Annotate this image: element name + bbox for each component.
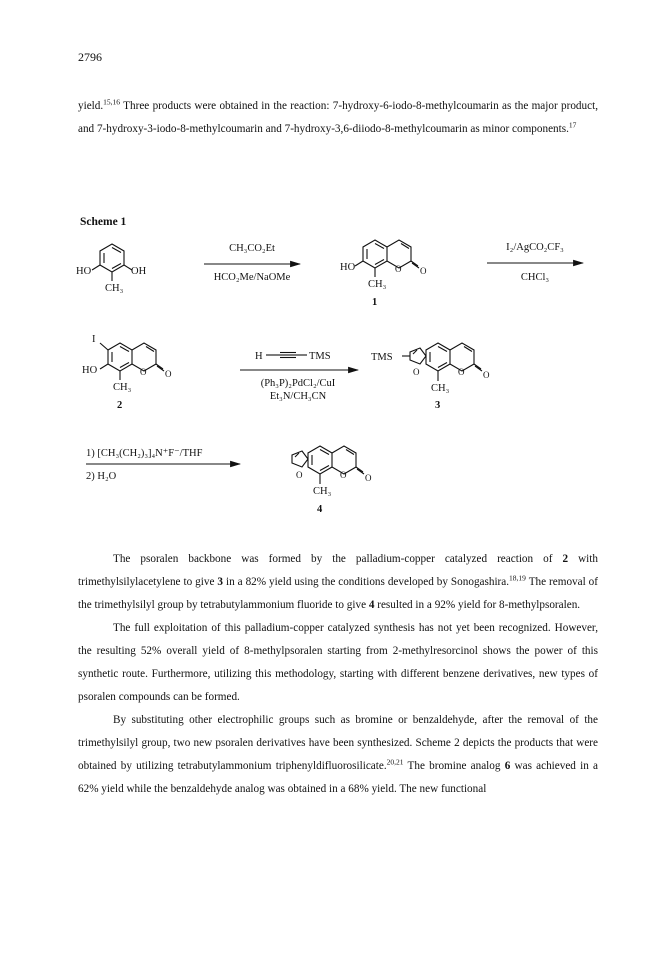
c4-carbonyl-o: O xyxy=(365,473,372,483)
scheme-title: Scheme 1 xyxy=(80,216,127,228)
page-number: 2796 xyxy=(78,50,102,64)
c1-ch3-label: CH₃ xyxy=(368,279,387,290)
c3-carbonyl-o: O xyxy=(483,370,490,380)
compound-1-number: 1 xyxy=(372,297,378,308)
c3-ch3-label: CH₃ xyxy=(431,383,450,394)
arrow-1-reagent: CH₃CO₂Et xyxy=(229,243,275,254)
start-ho-label: HO xyxy=(76,266,92,277)
compound-4-number: 4 xyxy=(317,504,323,515)
compound-2-number: 2 xyxy=(117,400,123,411)
c2-iodine-label: I xyxy=(92,334,96,345)
c4-furan-o: O xyxy=(296,470,303,480)
start-oh-label: OH xyxy=(131,266,147,277)
c3-ring-o: O xyxy=(458,367,465,377)
c4-ring-o: O xyxy=(340,470,347,480)
c3-tms-label: TMS xyxy=(371,352,393,363)
paragraph-2: The full exploitation of this palladium-copper catalyzed synthesis has not yet been recognized. However, the resulting 52% overall yield of 8-methylpsoralen starting from 2-methylresorcinol shows the power of this synthetic route. Furthermore, utilizing this methodology, starting with different benzene derivatives, new types of psoralen compounds can be formed. xyxy=(78,622,598,703)
alkyne-tms-label: TMS xyxy=(309,351,331,362)
arrow-2-solvent: CHCl₃ xyxy=(520,272,550,283)
paragraph-3: By substituting other electrophilic groups such as bromine or benzaldehyde, after the removal of the trimethylsilyl group, two new psoralen derivatives have been synthesized. Scheme 2 depicts the products that were obtained by utilizing tetrabutylammonium triphenyldifluorosilicate.$^{20,21}$ The bromine analog 6 was achieved in a 62% yield while the benzaldehyde analog was obtained in a 68% yield. The new functional xyxy=(78,714,599,795)
paragraph-1: The psoralen backbone was formed by the palladium-copper catalyzed reaction of 2 with trimethylsilylacetylene to give 3 in a 82% yield using the conditions developed by Sonogashira.$^{18,19}$ The removal of the trimethylsilyl group by tetrabutylammonium fluoride to give 4 resulted in a 92% yield for 8-methylpsoralen. xyxy=(78,553,598,611)
intro-paragraph: yield.$^{15,16}$ Three products were obtained in the reaction: 7-hydroxy-6-iodo-8-methylcoumarin as the major product, and 7-hydroxy-3-iodo-8-methylcoumarin and 7-hydroxy-3,6-diiodo-8-methylcoumarin as minor components.$^{17}$ xyxy=(78,97,598,135)
arrow-4-workup: 2) H₂O xyxy=(86,471,117,482)
arrow-2-reagent: I₂/AgCO₂CF₃ xyxy=(506,242,564,253)
c3-furan-o: O xyxy=(413,367,420,377)
c1-ring-o: O xyxy=(395,264,402,274)
arrow-3-catalyst: (Ph₃P)₂PdCl₂/CuI xyxy=(260,378,336,389)
c2-ch3-label: CH₃ xyxy=(113,382,132,393)
arrow-3-solvent: Et₃N/CH₃CN xyxy=(269,391,327,402)
arrow-4-reagent: 1) [CH₃(CH₂)₃]₄N⁺F⁻/THF xyxy=(86,448,203,459)
c1-carbonyl-o: O xyxy=(420,266,427,276)
c2-carbonyl-o: O xyxy=(165,369,172,379)
compound-3-number: 3 xyxy=(435,400,441,411)
c1-ho-label: HO xyxy=(340,262,356,273)
body-text xyxy=(78,548,598,801)
c4-ch3-label: CH₃ xyxy=(313,486,332,497)
start-ch3-label: CH₃ xyxy=(105,283,124,294)
c2-ring-o: O xyxy=(140,367,147,377)
alkyne-h-label: H xyxy=(255,351,263,362)
c2-ho-label: HO xyxy=(82,365,98,376)
arrow-1-conditions: HCO₂Me/NaOMe xyxy=(213,272,291,283)
